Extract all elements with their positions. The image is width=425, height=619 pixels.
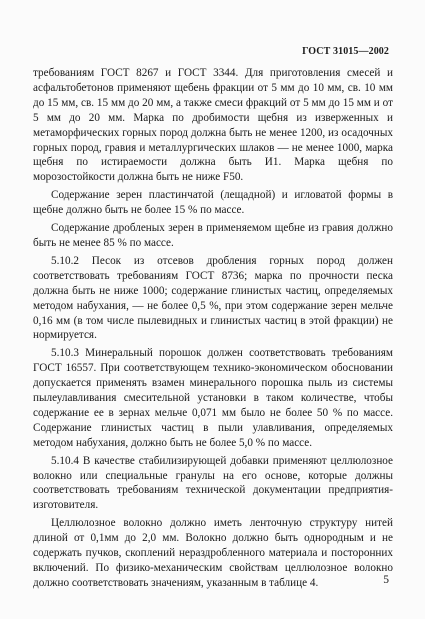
paragraph-5-10-2-sand: 5.10.2 Песок из отсевов дробления горных пород должен соответствовать требованиям ГОСТ 8736; марка по прочности песка должна быть не ниже 1000; содержание глинистых частиц, определяемых методом набухания, — не более 0,5 %, при этом содержание зерен мельче 0,16 мм (в том числе пылевидных и глинистых частиц в этой фракции) не нормируется. (33, 254, 393, 342)
document-body (33, 66, 393, 594)
paragraph-flaky-grains: Содержание зерен пластинчатой (лещадной) и игловатой формы в щебне должно быть не более 15 % по массе. (33, 189, 393, 217)
paragraph-cellulose-fiber: Целлюлозное волокно должно иметь ленточную структуру нитей длиной от 0,1мм до 2,0 мм. Волокно должно быть однородным и не содержать пучков, скоплений нераздробленного материала и посторонних включений. По физико-механическим свойствам целлюлозное волокно должно соответствовать значениям, указанным в таблице 4. (33, 517, 393, 589)
paragraph-5-10-3-mineral-powder: 5.10.3 Минеральный порошок должен соответствовать требованиям ГОСТ 16557. При соответствующем технико-экономическом обосновании допускается применять взамен минерального порошка пыль из системы пылеулавливания смесительной установки в таком количестве, чтобы содержание ее в зернах мельче 0,071 мм было не более 50 % по массе. Содержание глинистых частиц в пыли улавливания, определяемых методом набухания, должно быть не более 5,0 % по массе. (33, 347, 393, 449)
paragraph-5-10-4-stabilizer: 5.10.4 В качестве стабилизирующей добавки применяют целлюлозное волокно или специальные гранулы на его основе, которые должны соответствовать требованиям технической документации предприятия-изготовителя. (33, 454, 393, 512)
paragraph-gravel-requirements: требованиям ГОСТ 8267 и ГОСТ 3344. Для приготовления смесей и асфальтобетонов применяют щебень фракции от 5 мм до 10 мм, св. 10 мм до 15 мм, св. 15 мм до 20 мм, а также смеси фракций от 5 мм до 15 мм и от 5 мм до 20 мм. Марка по дробимости щебня из изверженных и метаморфических горных пород должна быть не менее 1200, из осадочных горных пород, гравия и металлургических шлаков — не менее 1000, марка щебня по истираемости должна быть И1. Марка щебня по морозостойкости должна быть не ниже F50. (33, 67, 393, 184)
page-number: 5 (383, 574, 389, 586)
document-code-header: ГОСТ 31015—2002 (302, 46, 389, 57)
paragraph-crushed-grains: Содержание дробленых зерен в применяемом щебне из гравия должно быть не менее 85 % по массе. (33, 222, 393, 249)
